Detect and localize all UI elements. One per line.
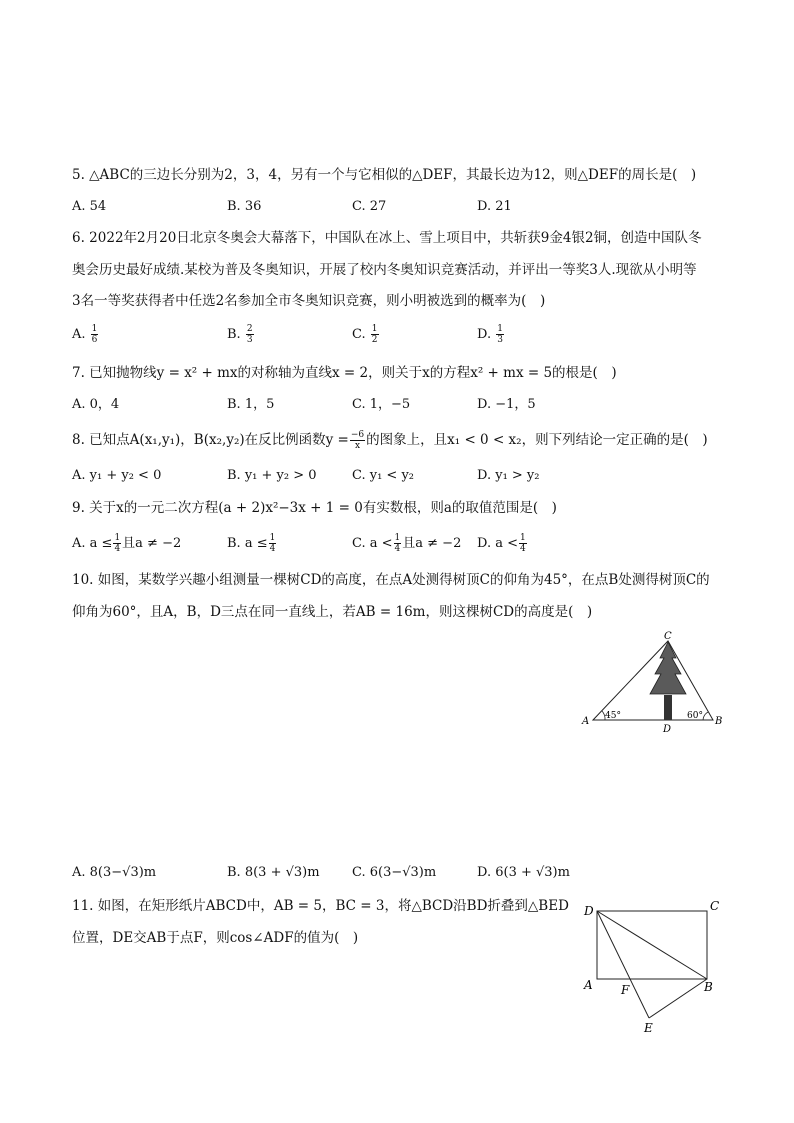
- label-c: C: [664, 631, 672, 642]
- fraction: [496, 324, 504, 345]
- q7-option-d[interactable]: D. −1，5: [477, 397, 536, 412]
- numerator: 1: [91, 324, 98, 334]
- q11-stem-line2: 位置，DE交AB于点F，则cos∠ADF的值为( ): [72, 930, 359, 946]
- q10-option-d[interactable]: D. 6(3 + √3)m: [477, 865, 570, 880]
- numerator: 1: [371, 324, 378, 334]
- q10-stem-line2: 仰角为60°，且A，B，D三点在同一直线上，若AB = 16m，则这棵树CD的高度是( ): [72, 604, 593, 620]
- fraction: [350, 430, 365, 451]
- fraction: [269, 533, 277, 554]
- q6-option-d[interactable]: [477, 324, 505, 345]
- q10-tree-figure: [575, 630, 735, 740]
- option-prefix: A. a ≤: [72, 536, 113, 551]
- fraction: [519, 533, 527, 554]
- q8-stem-part1: 8. 已知点A(x₁,y₁)，B(x₂,y₂)在反比例函数y =: [72, 432, 349, 448]
- q7-option-c[interactable]: C. 1，−5: [352, 397, 411, 412]
- denominator: 4: [269, 544, 276, 554]
- denominator: 4: [394, 544, 401, 554]
- numerator: 1: [520, 533, 526, 543]
- q5-stem: 5. △ABC的三边长分别为2，3，4，另有一个与它相似的△DEF，其最长边为12，则△DEF的周长是( ): [72, 167, 697, 183]
- denominator: 4: [114, 544, 121, 554]
- fraction: [371, 324, 379, 345]
- q5-option-d[interactable]: D. 21: [477, 199, 512, 214]
- label-a: A: [582, 716, 590, 727]
- numerator: 1: [497, 324, 503, 334]
- q5-option-c[interactable]: C. 27: [352, 199, 387, 214]
- numerator: 1: [394, 533, 401, 543]
- option-prefix: C. a <: [352, 536, 393, 551]
- label-d: D: [663, 724, 672, 735]
- denominator: 3: [497, 335, 503, 345]
- segment-be: [649, 979, 707, 1018]
- label-a: A: [584, 978, 593, 992]
- angle-a-label: 45°: [605, 711, 621, 721]
- label-b: B: [704, 980, 713, 994]
- label-e: E: [644, 1021, 653, 1035]
- q6-option-b[interactable]: [227, 324, 255, 345]
- label-d: D: [584, 904, 594, 918]
- denominator: 4: [520, 544, 526, 554]
- denominator: x: [354, 441, 361, 451]
- triangle-acb: [593, 641, 713, 720]
- q6-stem-line2: 奥会历史最好成绩.某校为普及冬奥知识，开展了校内冬奥知识竞赛活动，并评出一等奖3人.现欲从小明等: [72, 262, 697, 278]
- option-suffix: 且a ≠ −2: [122, 536, 182, 551]
- q10-option-c[interactable]: C. 6(3−√3)m: [352, 865, 437, 880]
- q8-stem-part2: 的图象上，且x₁ < 0 < x₂，则下列结论一定正确的是( ): [366, 432, 708, 448]
- angle-b-label: 60°: [687, 711, 703, 721]
- q6-stem-line1: 6. 2022年2月20日北京冬奥会大幕落下，中国队在冰上、雪上项目中，共斩获9金4银2铜，创造中国队冬: [72, 230, 702, 246]
- numerator: −6: [350, 430, 365, 440]
- fraction: [246, 324, 254, 345]
- option-prefix: D.: [477, 327, 492, 342]
- option-prefix: B.: [227, 327, 241, 342]
- q9-option-a[interactable]: [72, 533, 181, 554]
- option-suffix: 且a ≠ −2: [402, 536, 462, 551]
- q7-option-b[interactable]: B. 1，5: [227, 397, 275, 412]
- denominator: 2: [371, 335, 378, 345]
- numerator: 1: [269, 533, 276, 543]
- q8-option-d[interactable]: D. y₁ > y₂: [477, 468, 540, 483]
- q6-option-c[interactable]: [352, 324, 380, 345]
- q7-option-a[interactable]: A. 0，4: [72, 397, 120, 412]
- denominator: 3: [246, 335, 253, 345]
- q9-option-d[interactable]: [477, 533, 528, 554]
- q8-option-a[interactable]: A. y₁ + y₂ < 0: [72, 468, 162, 483]
- q7-stem: 7. 已知抛物线y = x² + mx的对称轴为直线x = 2，则关于x的方程x² + mx = 5的根是( ): [72, 365, 617, 381]
- q9-option-c[interactable]: [352, 533, 461, 554]
- q5-option-b[interactable]: B. 36: [227, 199, 262, 214]
- label-c: C: [710, 899, 720, 913]
- fraction: [394, 533, 402, 554]
- label-f: F: [621, 983, 630, 997]
- label-b: B: [715, 716, 723, 727]
- q10-option-b[interactable]: B. 8(3 + √3)m: [227, 865, 320, 880]
- option-prefix: B. a ≤: [227, 536, 268, 551]
- option-prefix: C.: [352, 327, 366, 342]
- q8-option-c[interactable]: C. y₁ < y₂: [352, 468, 415, 483]
- q11-rectangle-figure: [575, 895, 735, 1040]
- q9-stem: 9. 关于x的一元二次方程(a + 2)x²−3x + 1 = 0有实数根，则a的取值范围是( ): [72, 500, 557, 516]
- q10-option-a[interactable]: A. 8(3−√3)m: [72, 865, 157, 880]
- option-prefix: D. a <: [477, 536, 518, 551]
- fraction: [91, 324, 99, 345]
- q10-stem-line1: 10. 如图，某数学兴趣小组测量一棵树CD的高度，在点A处测得树顶C的仰角为45°，在点B处测得树顶C的: [72, 572, 710, 588]
- tree-foliage: [650, 642, 686, 694]
- q11-stem-line1: 11. 如图，在矩形纸片ABCD中，AB = 5，BC = 3，将△BCD沿BD折叠到△BED: [72, 898, 569, 914]
- q5-option-a[interactable]: A. 54: [72, 199, 107, 214]
- q6-stem-line3: 3名一等奖获得者中任选2名参加全市冬奥知识竞赛，则小明被选到的概率为( ): [72, 293, 546, 309]
- denominator: 6: [91, 335, 98, 345]
- q8-stem: [72, 430, 708, 451]
- tree-trunk: [664, 695, 672, 720]
- q9-option-b[interactable]: [227, 533, 277, 554]
- angle-b-arc: [703, 712, 708, 720]
- q8-option-b[interactable]: B. y₁ + y₂ > 0: [227, 468, 317, 483]
- numerator: 2: [246, 324, 253, 334]
- numerator: 1: [114, 533, 121, 543]
- q6-option-a[interactable]: [72, 324, 99, 345]
- fraction: [113, 533, 121, 554]
- option-prefix: A.: [72, 327, 86, 342]
